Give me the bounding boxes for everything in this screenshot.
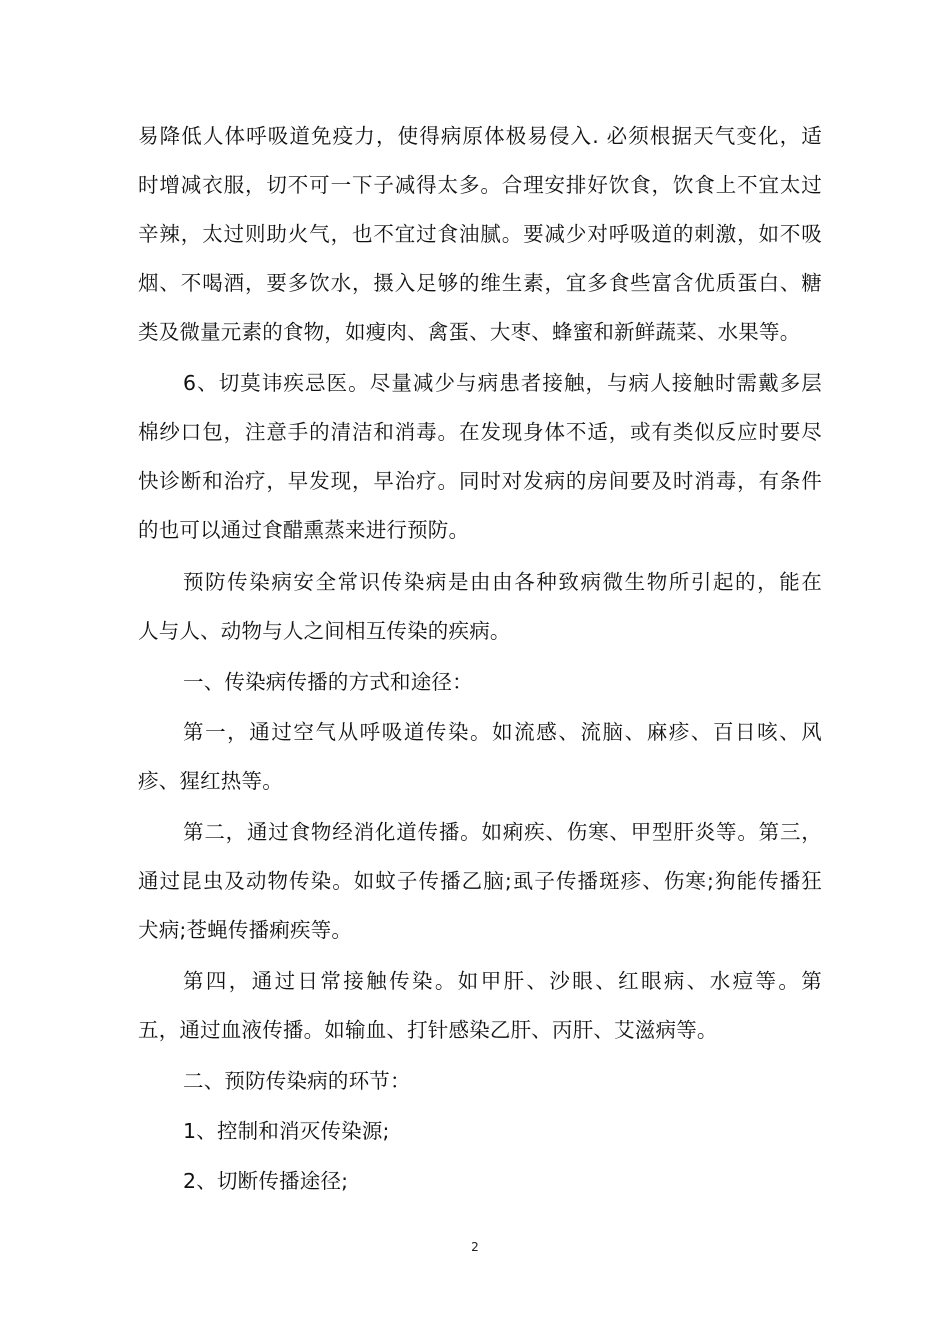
text-line: 6、切莫讳疾忌医。尽量减少与病患者接触，与病人接触时需戴多层: [183, 371, 822, 395]
text-line: 时增减衣服，切不可一下子减得太多。合理安排好饮食，饮食上不宜太过: [138, 173, 822, 197]
text-line: 五，通过血液传播。如输血、打针感染乙肝、丙肝、艾滋病等。: [138, 1018, 718, 1042]
text-line: 二、预防传染病的环节：: [183, 1069, 411, 1093]
paragraph-item-6: [138, 359, 822, 555]
text-line: 犬病;苍蝇传播痢疾等。: [138, 918, 353, 942]
text-line: 的也可以通过食醋熏蒸来进行预防。: [138, 518, 470, 542]
text-line: 第一，通过空气从呼吸道传染。如流感、流脑、麻疹、百日咳、风: [183, 720, 822, 744]
text-line: 疹、猩红热等。: [138, 769, 283, 793]
text-line: 通过昆虫及动物传染。如蚊子传播乙脑;虱子传播斑疹、伤寒;狗能传播狂: [138, 869, 822, 893]
text-line: 类及微量元素的食物，如瘦肉、禽蛋、大枣、蜂蜜和新鲜蔬菜、水果等。: [138, 320, 801, 344]
paragraph-intro-definition: [138, 558, 822, 656]
text-line: 烟、不喝酒，要多饮水，摄入足够的维生素，宜多食些富含优质蛋白、糖: [138, 271, 822, 295]
paragraph-first-route: [138, 708, 822, 806]
section-heading-transmission: [138, 658, 822, 707]
text-line: 快诊断和治疗，早发现，早治疗。同时对发病的房间要及时消毒，有条件: [138, 469, 822, 493]
section-heading-prevention: [138, 1057, 822, 1106]
text-line: 易降低人体呼吸道免疫力，使得病原体极易侵入. 必须根据天气变化，适: [138, 124, 822, 148]
text-line: 预防传染病安全常识传染病是由由各种致病微生物所引起的，能在: [183, 570, 822, 594]
text-line: 2、切断传播途径;: [183, 1169, 349, 1193]
text-line: 辛辣，太过则助火气，也不宜过食油腻。要减少对呼吸道的刺激，如不吸: [138, 222, 822, 246]
page-number: 2: [471, 1240, 479, 1254]
paragraph-fourth-fifth-route: [138, 957, 822, 1055]
text-line: 棉纱口包，注意手的清洁和消毒。在发现身体不适，或有类似反应时要尽: [138, 420, 822, 444]
text-line: 人与人、动物与人之间相互传染的疾病。: [138, 619, 511, 643]
text-line: 一、传染病传播的方式和途径：: [183, 670, 473, 694]
text-line: 第二，通过食物经消化道传播。如痢疾、伤寒、甲型肝炎等。第三，: [183, 820, 822, 844]
text-line: 1、控制和消灭传染源;: [183, 1119, 390, 1143]
paragraph-second-third-route: [138, 808, 822, 955]
text-line: 第四，通过日常接触传染。如甲肝、沙眼、红眼病、水痘等。第: [183, 969, 822, 993]
paragraph-respiratory-protection: [138, 112, 822, 357]
list-item-control-source: [138, 1107, 822, 1156]
list-item-cut-route: [138, 1157, 822, 1206]
